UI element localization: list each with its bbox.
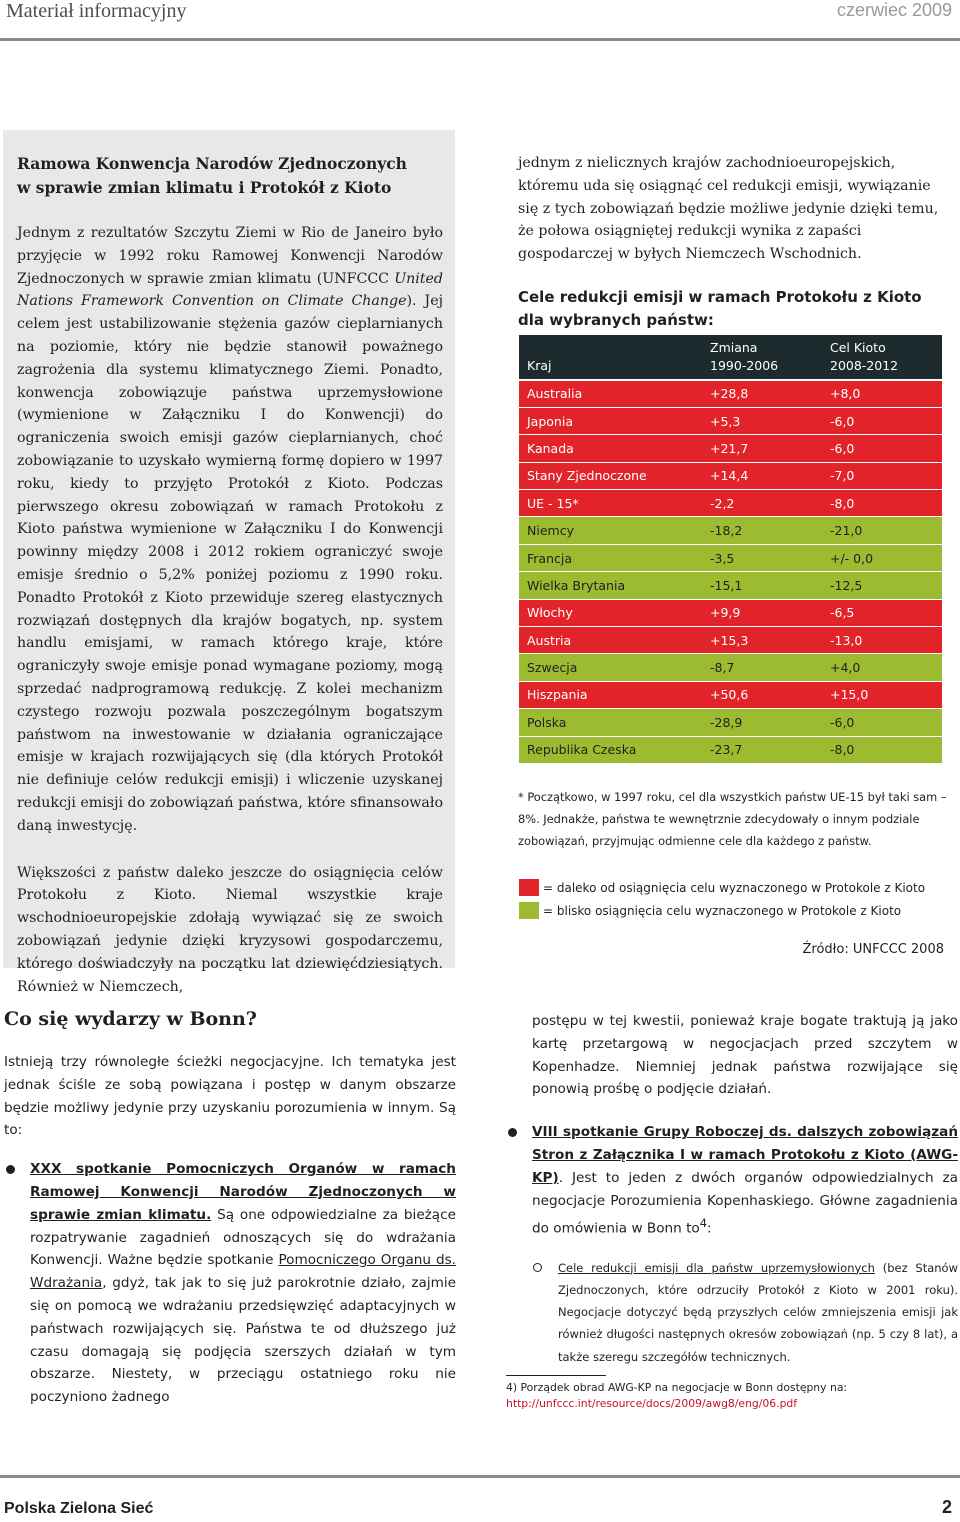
bonn-intro: Istnieją trzy równoległe ścieżki negocjacyjne. Ich tematyka jest jednak ściśle ze sobą powiązana i postęp w danym obszarze będzie możliwy jedynie przy uzyskaniu porozumienia w innym. Są to: bbox=[4, 1054, 456, 1139]
footnote-4-text: 4) Porządek obrad AWG-KP na negocjacje w Bonn dostępny na: bbox=[506, 1381, 848, 1394]
info-box-title bbox=[17, 152, 443, 200]
page-number: 2 bbox=[941, 1497, 952, 1517]
info-box-continuation bbox=[518, 152, 948, 332]
footnote-4 bbox=[506, 1380, 946, 1412]
table-row bbox=[519, 709, 942, 736]
cell-target: -6,5 bbox=[822, 599, 942, 626]
info-box-unfccc bbox=[3, 130, 455, 995]
cell-country: Japonia bbox=[519, 407, 702, 434]
footer-publisher: Polska Zielona Sieć bbox=[4, 1500, 154, 1517]
cell-target: -21,0 bbox=[822, 517, 942, 544]
bullet-dot-icon bbox=[6, 1165, 15, 1174]
cell-target: +8,0 bbox=[822, 380, 942, 407]
cell-change: -2,2 bbox=[702, 490, 822, 517]
cell-country: Niemcy bbox=[519, 517, 702, 544]
cell-change: -18,2 bbox=[702, 517, 822, 544]
bullet-sb30-text-a: Są one odpowiedzialne za bieżące rozpatrywanie zagadnień odnoszących się do wdrażania Konwencji. Ważne będzie spotkanie bbox=[30, 1206, 456, 1269]
table-row bbox=[519, 490, 942, 517]
table-row bbox=[519, 654, 942, 681]
table-row bbox=[519, 627, 942, 654]
bonn-section-left bbox=[4, 1005, 456, 1409]
bullet-dot-icon bbox=[508, 1128, 517, 1137]
table-row bbox=[519, 435, 942, 462]
table-header-row bbox=[519, 335, 942, 380]
info-box-paragraph-1 bbox=[17, 222, 443, 838]
legend-swatch-green bbox=[519, 902, 539, 919]
cell-change: -15,1 bbox=[702, 572, 822, 599]
bonn-section-right bbox=[506, 1010, 958, 1368]
footnote-4-link[interactable]: http://unfccc.int/resource/docs/2009/awg8/eng/06.pdf bbox=[506, 1397, 798, 1410]
info-box-title-line2: w sprawie zmian klimatu i Protokół z Kioto bbox=[17, 178, 392, 197]
table-row bbox=[519, 544, 942, 571]
info-box-title-line1: Ramowa Konwencja Narodów Zjednoczonych bbox=[17, 154, 407, 173]
cell-change: -3,5 bbox=[702, 544, 822, 571]
table-legend bbox=[519, 876, 949, 922]
bullet-sb30 bbox=[4, 1158, 456, 1409]
header-change: Zmiana 1990-2006 bbox=[702, 335, 822, 380]
kyoto-targets-table bbox=[519, 335, 942, 764]
table-row bbox=[519, 462, 942, 489]
sub-bullet-link[interactable]: Cele redukcji emisji dla państw uprzemysłowionych bbox=[558, 1260, 875, 1275]
cell-target: -6,0 bbox=[822, 435, 942, 462]
cell-target: -13,0 bbox=[822, 627, 942, 654]
cell-country: Australia bbox=[519, 380, 702, 407]
circle-bullet-icon bbox=[533, 1263, 542, 1272]
table-source: Źródło: UNFCCC 2008 bbox=[802, 942, 944, 957]
cell-country: Republika Czeska bbox=[519, 736, 702, 763]
cell-change: +14,4 bbox=[702, 462, 822, 489]
sbi-link[interactable]: Pomocniczego Organu ds. Wdrażania bbox=[30, 1252, 456, 1292]
table-row bbox=[519, 736, 942, 763]
header-doc-type: Materiał informacyjny bbox=[6, 0, 187, 22]
cell-country: Hiszpania bbox=[519, 681, 702, 708]
cell-change: +15,3 bbox=[702, 627, 822, 654]
bullet-awg-kp bbox=[506, 1121, 958, 1241]
cell-change: -8,7 bbox=[702, 654, 822, 681]
header-country: Kraj bbox=[519, 335, 702, 380]
table-row bbox=[519, 380, 942, 407]
p1-italic: United Nations Framework Convention on Climate Change bbox=[17, 270, 443, 310]
cell-target: -12,5 bbox=[822, 572, 942, 599]
cell-country: UE - 15* bbox=[519, 490, 702, 517]
cell-country: Stany Zjednoczone bbox=[519, 462, 702, 489]
bonn-title: Co się wydarzy w Bonn? bbox=[4, 1008, 257, 1030]
cell-target: -7,0 bbox=[822, 462, 942, 489]
continuation-paragraph: jednym z nielicznych krajów zachodnioeuropejskich, któremu uda się osiągnąć cel redukcji emisji, wywiązanie się z tych zobowiązań będzie możliwe jedynie dzięki temu, że połowa osiągniętej redukcji wynika z zapaści gospodarczej w byłych Niemczech Wschodnich. bbox=[518, 155, 939, 263]
bullet-awg-kp-colon: : bbox=[706, 1220, 712, 1237]
cell-target: -8,0 bbox=[822, 736, 942, 763]
cell-country: Francja bbox=[519, 544, 702, 571]
cell-country: Austria bbox=[519, 627, 702, 654]
bullet-awg-kp-title: VIII spotkanie Grupy Roboczej ds. dalszych zobowiązań Stron z Załącznika I w ramach Protokołu z Kioto (AWG-KP) bbox=[532, 1124, 958, 1186]
cell-change: -23,7 bbox=[702, 736, 822, 763]
footnote-rule bbox=[506, 1375, 606, 1376]
header-target: Cel Kioto 2008-2012 bbox=[822, 335, 942, 380]
bonn-continuation: postępu w tej kwestii, ponieważ kraje bogate traktują ją jako kartę przetargową w negocjacjach przed szczytem w Kopenhadze. Niemniej jednak państwa rozwijające się ponowią prośbę o podjęcie działań. bbox=[532, 1013, 958, 1098]
footer-rule bbox=[0, 1475, 960, 1478]
header-date: czerwiec 2009 bbox=[836, 0, 952, 20]
info-box-paragraph-2: Większości z państw daleko jeszcze do osiągnięcia celów Protokołu z Kioto. Niemal wszystkie kraje wschodnioeuropejskie zdołają wywiązać się ze swoich zobowiązań jedynie dzięki kryzysowi gospodarczemu, którego doświadczyły na początku lat dziewięćdziesiątych. Również w Niemczech, bbox=[17, 864, 443, 995]
page-header bbox=[0, 0, 960, 40]
cell-country: Kanada bbox=[519, 435, 702, 462]
table-row bbox=[519, 599, 942, 626]
p1-text-b: ). Jej celem jest ustabilizowanie stężenia gazów cieplarnianych na poziomie, który nie będzie stanowił poważnego zagrożenia dla systemu klimatycznego Ziemi. Ponadto, konwencja zobowiązuje państwa uprzemysłowione (wymienione w Załączniku I do Konwencji) do ograniczenia swoich emisji gazów cieplarnianych, choć zobowiązanie to uzyskało wymierną formę dopiero w 1997 roku, kiedy to przyjęto Protokół z Kioto. Podczas pierwszego okresu zobowiązań w ramach Protokołu z Kioto państwa wymienione w Załączniku I do Konwencji powinny między 2008 i 2012 rokiem ograniczyć swoje emisje średnio o 5,2% poniżej poziomu z 1990 roku. Ponadto Protokół z Kioto przewiduje szereg elastycznych rozwiązań dostępnych dla krajów bogatych, np. system handlu emisjami, w ramach którego kraje, które ograniczyły swoje emisje ponad wymagane poziomy, mogą sprzedać nadprogramową redukcję. Z kolei mechanizm czystego rozwoju pozwala poszczególnym bogatszym państwom na inwestowanie w działania ograniczające emisje w krajach rozwijających się (dla których Protokół nie definiuje celów redukcji emisji) i wliczenie uzyskanej redukcji emisji do zobowiązań państwa, które sfinansowało daną inwestycję. bbox=[17, 293, 443, 834]
footnote-ref-4: 4 bbox=[699, 1216, 707, 1231]
cell-target: -6,0 bbox=[822, 709, 942, 736]
table-footnote: * Początkowo, w 1997 roku, cel dla wszystkich państw UE-15 był taki sam – 8%. Jednakże, państwa te wewnętrznie zdecydowały o innym podziale zobowiązań, przyjmując odmienne cele dla każdego z państw. bbox=[518, 790, 947, 848]
bullet-awg-kp-text: . Jest to jeden z dwóch organów odpowiedzialnych za negocjacje Porozumienia Kopenhaskiego. Główne zagadnienia do omówienia w Bonn to bbox=[532, 1169, 958, 1237]
bullet-sb30-text-b: , gdyż, tak jak to się już parokrotnie działo, zajmie się on pomocą we wdrażaniu przedsięwzięć adaptacyjnych w państwach rozwijających się. Państwa te od dłuższego już czasu domagają się podjęcia szerszych działań w tym obszarze. Niestety, w przeciągu ostatniego roku nie poczyniono żadnego bbox=[30, 1275, 456, 1406]
cell-change: +50,6 bbox=[702, 681, 822, 708]
cell-change: +5,3 bbox=[702, 407, 822, 434]
table-row bbox=[519, 517, 942, 544]
cell-change: -28,9 bbox=[702, 709, 822, 736]
table-row bbox=[519, 407, 942, 434]
bullet-sb30-title: XXX spotkanie Pomocniczych Organów w ramach Ramowej Konwencji Narodów Zjednoczonych w sprawie zmian klimatu. bbox=[30, 1161, 456, 1223]
legend-close-label: = blisko osiągnięcia celu wyznaczonego w Protokole z Kioto bbox=[543, 903, 902, 918]
cell-change: +9,9 bbox=[702, 599, 822, 626]
cell-target: -8,0 bbox=[822, 490, 942, 517]
table-row bbox=[519, 572, 942, 599]
cell-target: +4,0 bbox=[822, 654, 942, 681]
cell-change: +28,8 bbox=[702, 380, 822, 407]
legend-close bbox=[519, 899, 949, 922]
header-rule bbox=[0, 38, 960, 41]
legend-far-label: = daleko od osiągnięcia celu wyznaczonego w Protokole z Kioto bbox=[543, 880, 926, 895]
sub-bullet-text: (bez Stanów Zjednoczonych, które odrzuciły Protokół z Kioto w 2001 roku). Negocjacje dotyczyć będą przyszłych celów zmniejszenia emisji jak również długości następnych okresów zobowiązań (np. 5 czy 8 lat), a także szeregu szczegółów technicznych. bbox=[558, 1260, 958, 1364]
cell-country: Wielka Brytania bbox=[519, 572, 702, 599]
p1-text-a: Jednym z rezultatów Szczytu Ziemi w Rio de Janeiro było przyjęcie w 1992 roku Ramowej Konwencji Narodów Zjednoczonych w sprawie zmian klimatu (UNFCCC bbox=[17, 225, 443, 287]
sub-bullet-targets bbox=[506, 1257, 958, 1368]
cell-target: +15,0 bbox=[822, 681, 942, 708]
cell-country: Polska bbox=[519, 709, 702, 736]
table-title: Cele redukcji emisji w ramach Protokołu z Kioto dla wybranych państw: bbox=[518, 287, 922, 329]
cell-country: Szwecja bbox=[519, 654, 702, 681]
cell-target: -6,0 bbox=[822, 407, 942, 434]
table-row bbox=[519, 681, 942, 708]
legend-far bbox=[519, 876, 949, 899]
cell-change: +21,7 bbox=[702, 435, 822, 462]
cell-country: Włochy bbox=[519, 599, 702, 626]
cell-target: +/- 0,0 bbox=[822, 544, 942, 571]
legend-swatch-red bbox=[519, 879, 539, 896]
